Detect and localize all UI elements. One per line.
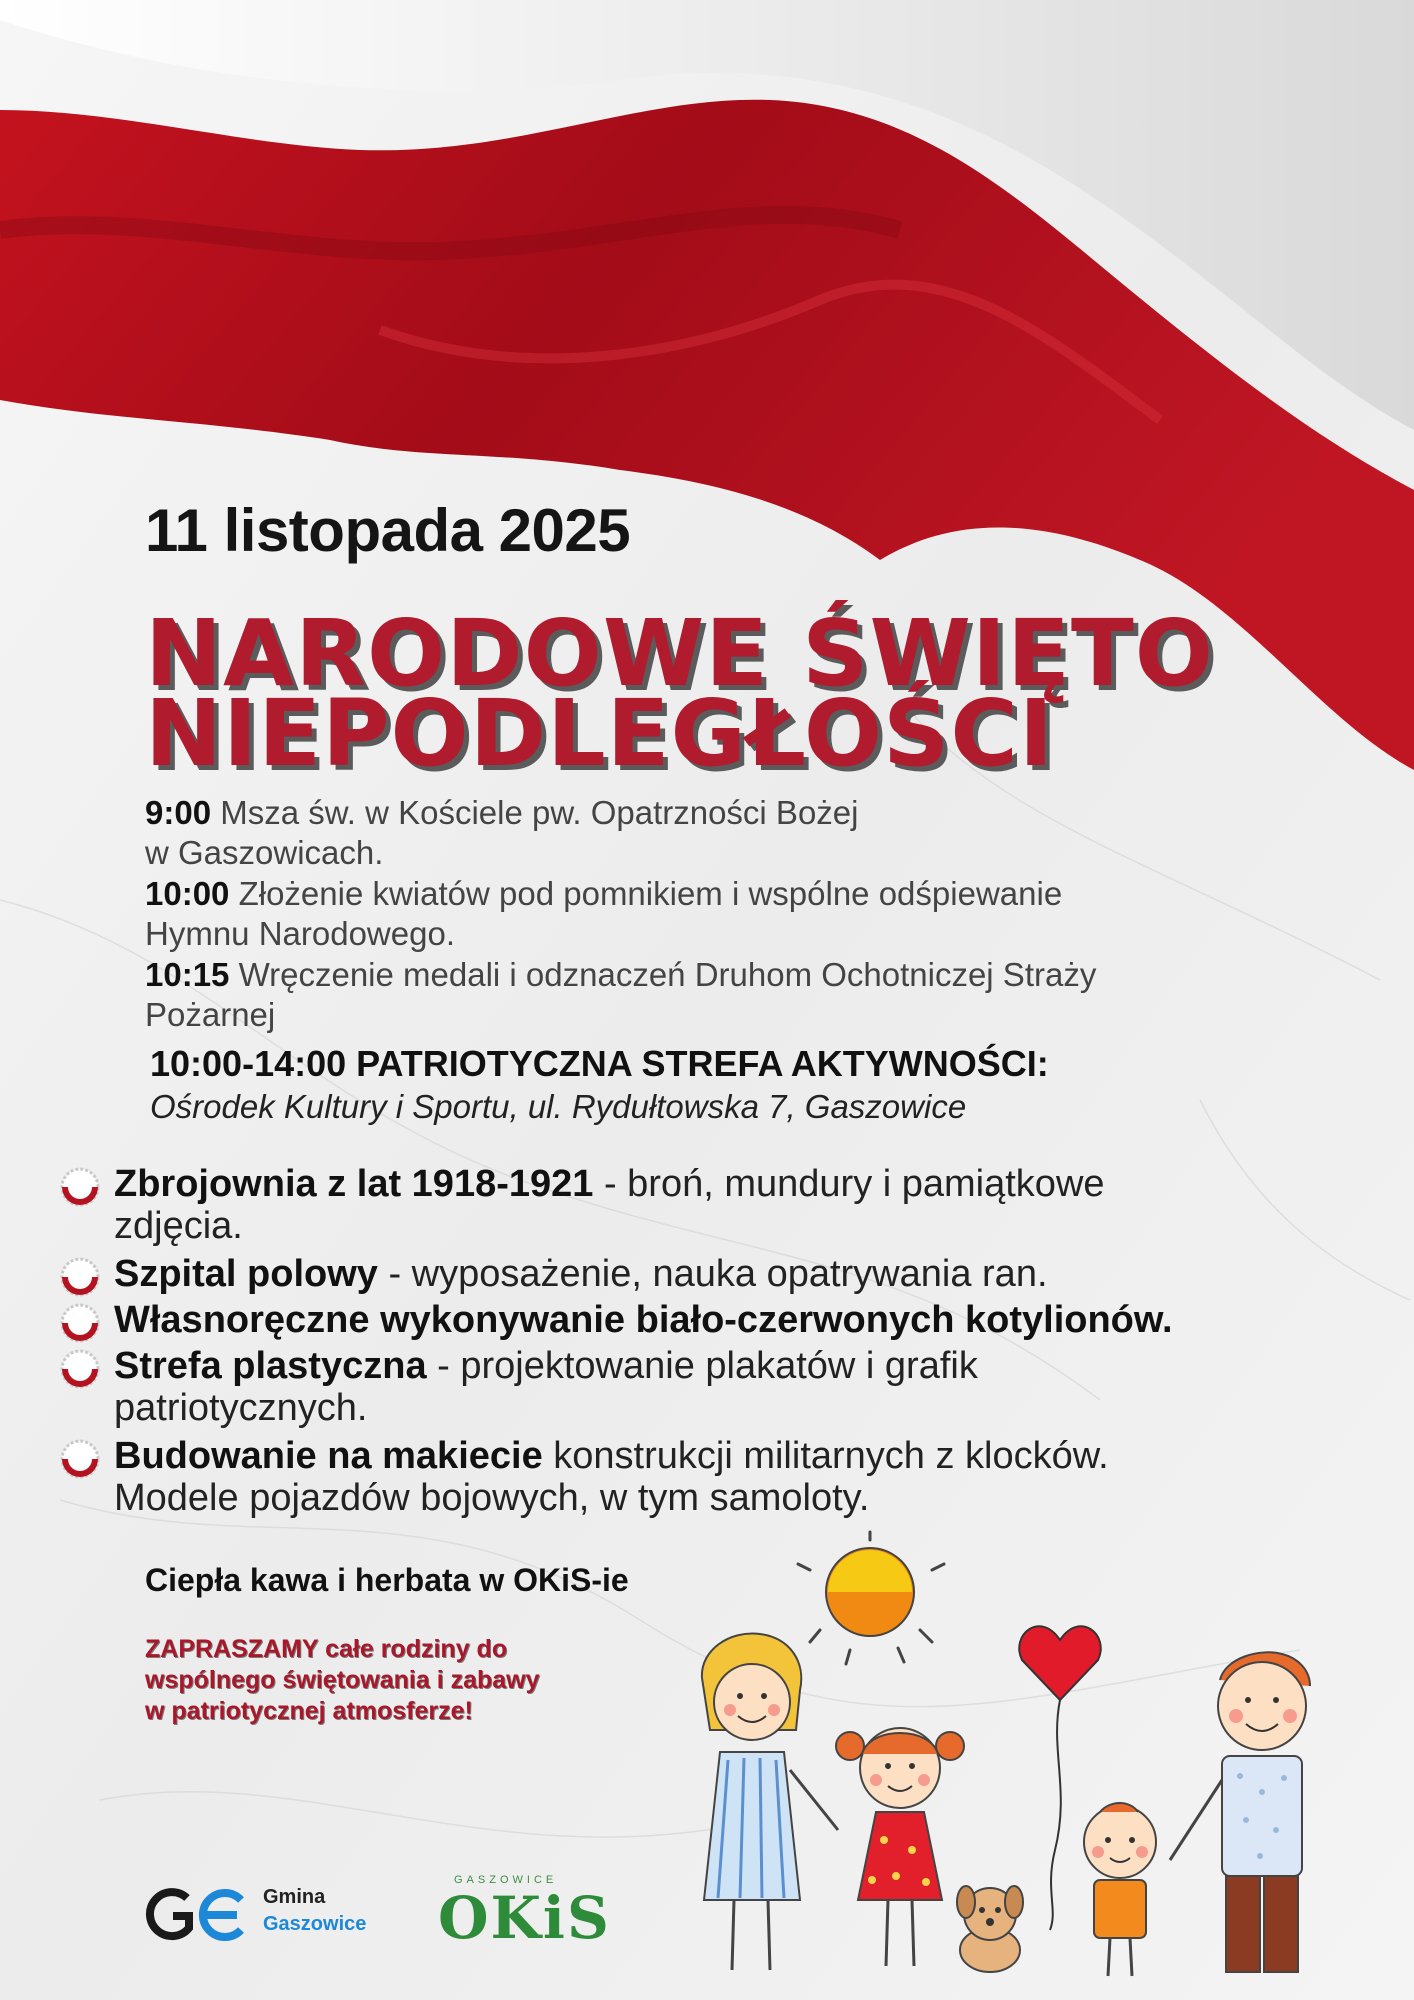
- boy-figure: [1084, 1803, 1156, 1976]
- rosette-icon: [58, 1301, 102, 1345]
- activity-desc: - broń, mundury i pamiątkowe: [593, 1163, 1105, 1205]
- mother-figure: [702, 1633, 838, 1970]
- activity-desc: - projektowanie plakatów i grafik: [426, 1345, 978, 1387]
- event-title-line-1: NARODOWE ŚWIĘTO: [145, 600, 1214, 707]
- rosette-icon: [58, 1347, 102, 1391]
- activity-desc-cont: Modele pojazdów bojowych, w tym samoloty.: [114, 1477, 870, 1519]
- okis-logo: [430, 1872, 611, 1952]
- activity-title: Zbrojownia z lat 1918-1921: [114, 1163, 594, 1205]
- invitation-line: w patriotycznej atmosferze!: [145, 1697, 473, 1725]
- activity-title: Szpital polowy: [114, 1253, 378, 1295]
- event-date: 11 listopada 2025: [145, 497, 631, 564]
- rosette-icon: [58, 1165, 102, 1209]
- schedule-text: Złożenie kwiatów pod pomnikiem i wspólne odśpiewanie: [229, 875, 1063, 912]
- dog-figure: [957, 1886, 1023, 1972]
- rosette-icon: [58, 1437, 102, 1481]
- girl-figure: [836, 1728, 964, 1966]
- gmina-logo-line-2: Gaszowice: [263, 1913, 367, 1935]
- invitation-line: wspólnego świętowania i zabawy: [145, 1666, 540, 1694]
- okis-logo-small: GASZOWICE: [454, 1874, 558, 1886]
- schedule-time: 10:00: [145, 875, 230, 912]
- father-figure: [1170, 1652, 1310, 1972]
- family-illustration: [650, 1530, 1370, 2000]
- schedule-item: [145, 874, 1295, 954]
- activity-desc: - wyposażenie, nauka opatrywania ran.: [377, 1253, 1048, 1295]
- schedule-text-cont: Pożarnej: [145, 996, 276, 1033]
- activity-title: Strefa plastyczna: [114, 1345, 427, 1387]
- gmina-logo-mark: [145, 1880, 255, 1950]
- gmina-gaszowice-logo: [145, 1880, 385, 1950]
- schedule-text-cont: Hymnu Narodowego.: [145, 915, 455, 952]
- heart-balloon: [1019, 1626, 1100, 1930]
- okis-logo-big: OKiS: [438, 1884, 611, 1952]
- coffee-note: Ciepła kawa i herbata w OKiS-ie: [145, 1562, 629, 1598]
- activity-desc-cont: patriotycznych.: [114, 1387, 368, 1429]
- gmina-logo-line-1: Gmina: [263, 1886, 326, 1908]
- activity-title: Budowanie na makiecie: [114, 1435, 543, 1477]
- activity-zone-heading: 10:00-14:00 PATRIOTYCZNA STREFA AKTYWNOŚCI:: [150, 1043, 1049, 1084]
- activity-zone-address: Ośrodek Kultury i Sportu, ul. Rydułtowska 7, Gaszowice: [150, 1088, 967, 1125]
- rosette-icon: [58, 1255, 102, 1299]
- schedule-item: [145, 793, 1295, 873]
- schedule-item: [145, 955, 1295, 1035]
- schedule-text-cont: w Gaszowicach.: [145, 834, 384, 871]
- sun-icon: [798, 1532, 944, 1664]
- schedule-text: Msza św. w Kościele pw. Opatrzności Bożej: [211, 794, 859, 831]
- activity-title: Własnoręczne wykonywanie biało-czerwonych kotylionów.: [114, 1299, 1173, 1341]
- schedule-time: 9:00: [145, 794, 212, 831]
- activity-desc: konstrukcji militarnych z klocków.: [542, 1435, 1109, 1477]
- invitation-line: ZAPRASZAMY całe rodziny do: [145, 1635, 508, 1663]
- event-title-line-2: NIEPODLEGŁOŚCI: [145, 680, 1055, 787]
- schedule-text: Wręczenie medali i odznaczeń Druhom Ochotniczej Straży: [229, 956, 1097, 993]
- schedule-time: 10:15: [145, 956, 230, 993]
- activity-desc-cont: zdjęcia.: [114, 1205, 243, 1247]
